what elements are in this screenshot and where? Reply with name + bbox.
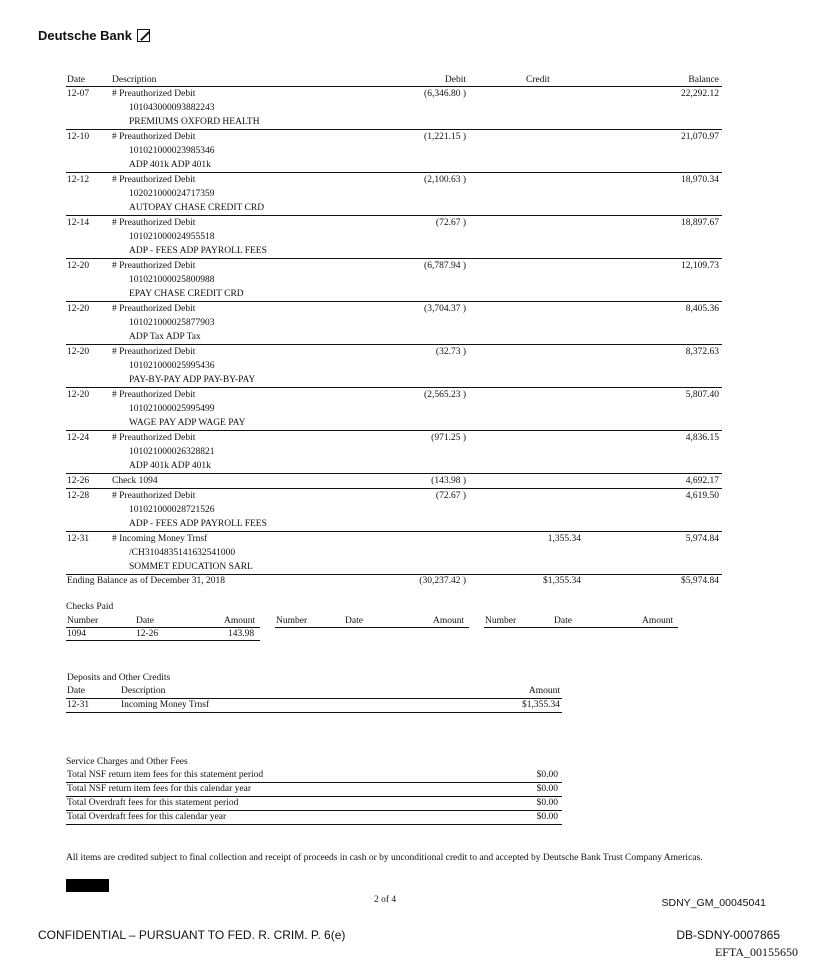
table-row — [66, 474, 722, 489]
txn-detail-line: 101021000026328821 — [129, 447, 215, 457]
header-date: Date — [67, 75, 85, 85]
checks-header-number-1: Number — [67, 616, 99, 626]
table-row — [66, 302, 722, 345]
fee-row — [66, 769, 562, 783]
table-header — [66, 73, 722, 87]
deposits-header-amount: Amount — [528, 686, 560, 696]
fee-label: Total NSF return item fees for this calendar year — [67, 784, 251, 794]
txn-credit: 1,355.34 — [547, 534, 581, 544]
table-row — [66, 388, 722, 431]
txn-balance: 5,807.40 — [685, 390, 719, 400]
txn-detail-line: ADP - FEES ADP PAYROLL FEES — [129, 246, 267, 256]
divider — [275, 627, 469, 628]
txn-detail-line: 101021000023985346 — [129, 146, 215, 156]
txn-date: 12-31 — [67, 534, 90, 544]
txn-debit: (72.67 ) — [435, 218, 466, 228]
deposits-header-date: Date — [67, 686, 85, 696]
table-row — [66, 216, 722, 259]
txn-balance: 8,405.36 — [685, 304, 719, 314]
txn-detail-line: SOMMET EDUCATION SARL — [129, 562, 253, 572]
check-amount: 143.98 — [228, 629, 255, 639]
txn-detail-line: 101021000028721526 — [129, 505, 215, 515]
txn-detail-line: 102021000024717359 — [129, 189, 215, 199]
txn-date: 12-26 — [67, 476, 90, 486]
bates-number: SDNY_GM_00045041 — [661, 897, 766, 909]
txn-description: # Preauthorized Debit — [112, 347, 196, 357]
txn-detail-line: 101021000025995499 — [129, 404, 215, 414]
efta-number: EFTA_00155650 — [714, 945, 798, 959]
checks-paid-section — [66, 601, 678, 641]
deposit-row — [66, 699, 562, 713]
checks-header-number-2: Number — [276, 616, 308, 626]
table-row — [66, 532, 722, 575]
deposits-header-description: Description — [121, 686, 166, 696]
table-row — [66, 87, 722, 130]
deposit-amount: $1,355.34 — [522, 700, 560, 710]
check-date: 12-26 — [136, 629, 159, 639]
txn-detail-line: AUTOPAY CHASE CREDIT CRD — [129, 203, 265, 213]
txn-description: # Preauthorized Debit — [112, 433, 196, 443]
txn-detail-line: ADP - FEES ADP PAYROLL FEES — [129, 519, 267, 529]
checks-header — [66, 615, 678, 628]
brand-name: Deutsche Bank — [38, 28, 132, 43]
fee-amount: $0.00 — [536, 798, 558, 808]
txn-detail-line: 101043000093882243 — [129, 103, 215, 113]
ending-balance: $5,974.84 — [681, 576, 719, 586]
txn-balance: 4,619.50 — [685, 491, 719, 501]
txn-description: # Preauthorized Debit — [112, 175, 196, 185]
divider — [484, 627, 678, 628]
header-debit: Debit — [444, 75, 466, 85]
txn-date: 12-20 — [67, 261, 90, 271]
checks-header-amount-3: Amount — [642, 616, 674, 626]
confidential-notice: CONFIDENTIAL – PURSUANT TO FED. R. CRIM. P. 6(e) — [38, 928, 346, 942]
txn-detail-line: 101021000024955518 — [129, 232, 215, 242]
txn-debit: (971.25 ) — [431, 433, 466, 443]
transactions-table — [66, 73, 722, 591]
fee-row — [66, 811, 562, 825]
deposit-date: 12-31 — [67, 700, 90, 710]
checks-header-date-2: Date — [345, 616, 363, 626]
txn-description: # Preauthorized Debit — [112, 304, 196, 314]
txn-date: 12-24 — [67, 433, 90, 443]
txn-date: 12-28 — [67, 491, 90, 501]
txn-balance: 22,292.12 — [681, 89, 719, 99]
fee-amount: $0.00 — [536, 812, 558, 822]
txn-balance: 4,836.15 — [685, 433, 719, 443]
txn-date: 12-14 — [67, 218, 90, 228]
fee-amount: $0.00 — [536, 770, 558, 780]
txn-date: 12-20 — [67, 304, 90, 314]
txn-balance: 18,897.67 — [681, 218, 719, 228]
collection-notice: All items are credited subject to final collection and receipt of proceeds in cash or by unconditional credit to and accepted by Deutsche Bank Trust Company Americas. — [66, 853, 703, 863]
txn-date: 12-12 — [67, 175, 90, 185]
txn-debit: (2,100.63 ) — [424, 175, 466, 185]
deposits-title — [66, 672, 562, 685]
txn-detail-line: 101021000025800988 — [129, 275, 215, 285]
redaction-block — [66, 879, 109, 892]
checks-header-number-3: Number — [485, 616, 517, 626]
table-row — [66, 259, 722, 302]
ending-debit: (30,237.42 ) — [419, 576, 466, 586]
fee-row — [66, 783, 562, 797]
table-row — [66, 130, 722, 173]
txn-debit: (32.73 ) — [435, 347, 466, 357]
txn-detail-line: EPAY CHASE CREDIT CRD — [129, 289, 244, 299]
txn-detail-line: ADP Tax ADP Tax — [129, 332, 201, 342]
txn-detail-line: /CH3104835141632541000 — [129, 548, 236, 558]
checks-title: Checks Paid — [66, 602, 114, 612]
txn-description: # Preauthorized Debit — [112, 491, 196, 501]
txn-detail-line: ADP 401k ADP 401k — [129, 461, 211, 471]
header-credit: Credit — [526, 75, 550, 85]
txn-debit: (1,221.15 ) — [424, 132, 466, 142]
ending-credit: $1,355.34 — [543, 576, 581, 586]
txn-date: 12-20 — [67, 390, 90, 400]
txn-description: # Preauthorized Debit — [112, 89, 196, 99]
txn-balance: 18,970.34 — [681, 175, 719, 185]
deposits-header — [66, 685, 562, 699]
deposits-section — [66, 672, 562, 713]
txn-description: # Preauthorized Debit — [112, 132, 196, 142]
fee-amount: $0.00 — [536, 784, 558, 794]
txn-detail-line: 101021000025877903 — [129, 318, 215, 328]
txn-debit: (6,346.80 ) — [424, 89, 466, 99]
divider — [66, 640, 260, 641]
txn-balance: 8,372.63 — [685, 347, 719, 357]
txn-description: # Preauthorized Debit — [112, 218, 196, 228]
check-row — [66, 628, 266, 641]
txn-balance: 21,070.97 — [681, 132, 719, 142]
fees-title: Service Charges and Other Fees — [66, 757, 188, 767]
txn-detail-line: WAGE PAY ADP WAGE PAY — [129, 418, 246, 428]
table-row — [66, 345, 722, 388]
txn-description: # Preauthorized Debit — [112, 261, 196, 271]
table-row — [66, 489, 722, 532]
check-number: 1094 — [67, 629, 86, 639]
checks-header-amount-1: Amount — [224, 616, 256, 626]
txn-description: # Incoming Money Trnsf — [112, 534, 208, 544]
txn-date: 12-20 — [67, 347, 90, 357]
txn-debit: (2,565.23 ) — [424, 390, 466, 400]
table-row — [66, 173, 722, 216]
ending-balance-row — [66, 574, 722, 590]
txn-detail-line: PAY-BY-PAY ADP PAY-BY-PAY — [129, 375, 256, 385]
deposits-title-text: Deposits and Other Credits — [67, 673, 171, 683]
checks-header-amount-2: Amount — [433, 616, 465, 626]
header-description: Description — [112, 75, 157, 85]
deposit-description: Incoming Money Trnsf — [121, 700, 210, 710]
bates-number-db: DB-SDNY-0007865 — [676, 928, 780, 942]
txn-date: 12-07 — [67, 89, 90, 99]
service-charges-section — [66, 756, 562, 825]
fee-row — [66, 797, 562, 811]
fee-label: Total Overdraft fees for this calendar year — [67, 812, 227, 822]
header-balance: Balance — [688, 75, 719, 85]
txn-balance: 5,974.84 — [685, 534, 719, 544]
page-number: 2 of 4 — [374, 895, 397, 905]
txn-detail-line: ADP 401k ADP 401k — [129, 160, 211, 170]
txn-debit: (143.98 ) — [431, 476, 466, 486]
ending-label: Ending Balance as of December 31, 2018 — [67, 576, 226, 586]
txn-debit: (6,787.94 ) — [424, 261, 466, 271]
bank-logo — [38, 28, 150, 43]
txn-detail-line: 101021000025995436 — [129, 361, 215, 371]
checks-header-date-1: Date — [136, 616, 154, 626]
txn-description: Check 1094 — [112, 476, 158, 486]
table-row — [66, 431, 722, 474]
deutsche-bank-slash-icon — [137, 29, 150, 42]
txn-date: 12-10 — [67, 132, 90, 142]
txn-balance: 4,692.17 — [685, 476, 719, 486]
txn-debit: (3,704.37 ) — [424, 304, 466, 314]
fee-label: Total NSF return item fees for this statement period — [67, 770, 264, 780]
txn-detail-line: PREMIUMS OXFORD HEALTH — [129, 117, 260, 127]
txn-description: # Preauthorized Debit — [112, 390, 196, 400]
checks-header-date-3: Date — [554, 616, 572, 626]
txn-debit: (72.67 ) — [435, 491, 466, 501]
txn-balance: 12,109.73 — [681, 261, 719, 271]
fee-label: Total Overdraft fees for this statement period — [67, 798, 239, 808]
